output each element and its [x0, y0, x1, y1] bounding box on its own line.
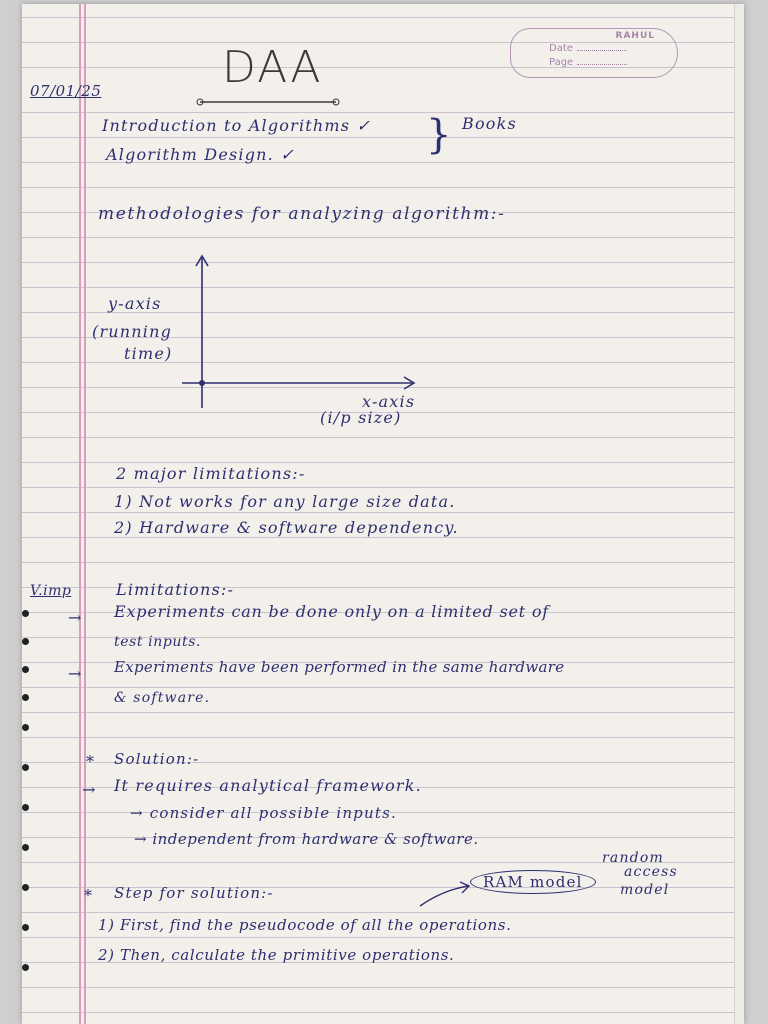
- binding-hole: [22, 964, 29, 971]
- star-marker: *: [86, 752, 96, 771]
- stamp-date-label: Date: [549, 43, 573, 54]
- axes-diagram: [182, 252, 442, 412]
- arrow-marker: →: [68, 608, 83, 627]
- margin-line: [84, 4, 86, 1024]
- y-axis-label: time): [124, 344, 173, 363]
- binding-hole: [22, 694, 29, 701]
- binding-hole: [22, 924, 29, 931]
- limitation-line: test inputs.: [114, 634, 202, 650]
- date-page-stamp: [510, 28, 678, 78]
- solution-line: It requires analytical framework.: [114, 776, 422, 795]
- limitation-line: Experiments can be done only on a limited set of: [114, 602, 550, 621]
- solution-heading: Solution:-: [114, 750, 200, 768]
- limitation-line: & software.: [114, 690, 211, 706]
- binding-hole: [22, 844, 29, 851]
- major-limitation-item: 2) Hardware & software dependency.: [114, 518, 459, 537]
- steps-heading: Step for solution:-: [114, 884, 274, 902]
- brace-icon: }: [426, 112, 453, 158]
- major-limitations-heading: 2 major limitations:-: [116, 464, 306, 483]
- intro-line-2: Algorithm Design. ✓: [106, 145, 295, 164]
- y-axis-label: y-axis: [108, 294, 162, 313]
- stamp-page-label: Page: [549, 57, 574, 68]
- ram-expansion: access: [624, 864, 678, 880]
- binding-hole: [22, 804, 29, 811]
- binding-hole: [22, 666, 29, 673]
- x-axis-label: x-axis: [362, 392, 416, 411]
- binding-hole: [22, 610, 29, 617]
- notebook-page: [22, 4, 744, 1024]
- binding-hole: [22, 638, 29, 645]
- binding-hole: [22, 764, 29, 771]
- limitations-heading: Limitations:-: [116, 580, 235, 599]
- methodologies-heading: methodologies for analyzing algorithm:-: [98, 204, 506, 224]
- binding-hole: [22, 724, 29, 731]
- step-line: 1) First, find the pseudocode of all the operations.: [98, 916, 512, 934]
- x-axis-label: (i/p size): [320, 408, 402, 427]
- arrow-marker: →: [68, 664, 83, 683]
- binding-hole: [22, 884, 29, 891]
- arrow-marker: →: [82, 780, 97, 799]
- step-line: 2) Then, calculate the primitive operations.: [98, 946, 455, 964]
- page-title: DAA: [222, 42, 323, 93]
- pointer-arrow: [418, 880, 478, 910]
- title-underline: [196, 98, 346, 108]
- y-axis-label: (running: [92, 322, 173, 341]
- stamp-brand: RAHUL: [615, 31, 655, 41]
- ram-model-circled: RAM model: [470, 870, 596, 894]
- solution-subpoint: → independent from hardware & software.: [134, 830, 479, 848]
- solution-subpoint: → consider all possible inputs.: [130, 804, 397, 822]
- margin-line: [79, 4, 81, 1024]
- star-marker: *: [84, 886, 94, 905]
- page-edge: [734, 4, 744, 1024]
- date-text: 07/01/25: [30, 82, 102, 100]
- major-limitation-item: 1) Not works for any large size data.: [114, 492, 456, 511]
- ram-expansion: model: [620, 882, 670, 898]
- important-tag: V.imp: [30, 583, 72, 599]
- books-label: Books: [462, 114, 517, 133]
- intro-line-1: Introduction to Algorithms ✓: [102, 116, 372, 135]
- limitation-line: Experiments have been performed in the same hardware: [114, 658, 565, 676]
- ram-expansion: random: [602, 850, 664, 866]
